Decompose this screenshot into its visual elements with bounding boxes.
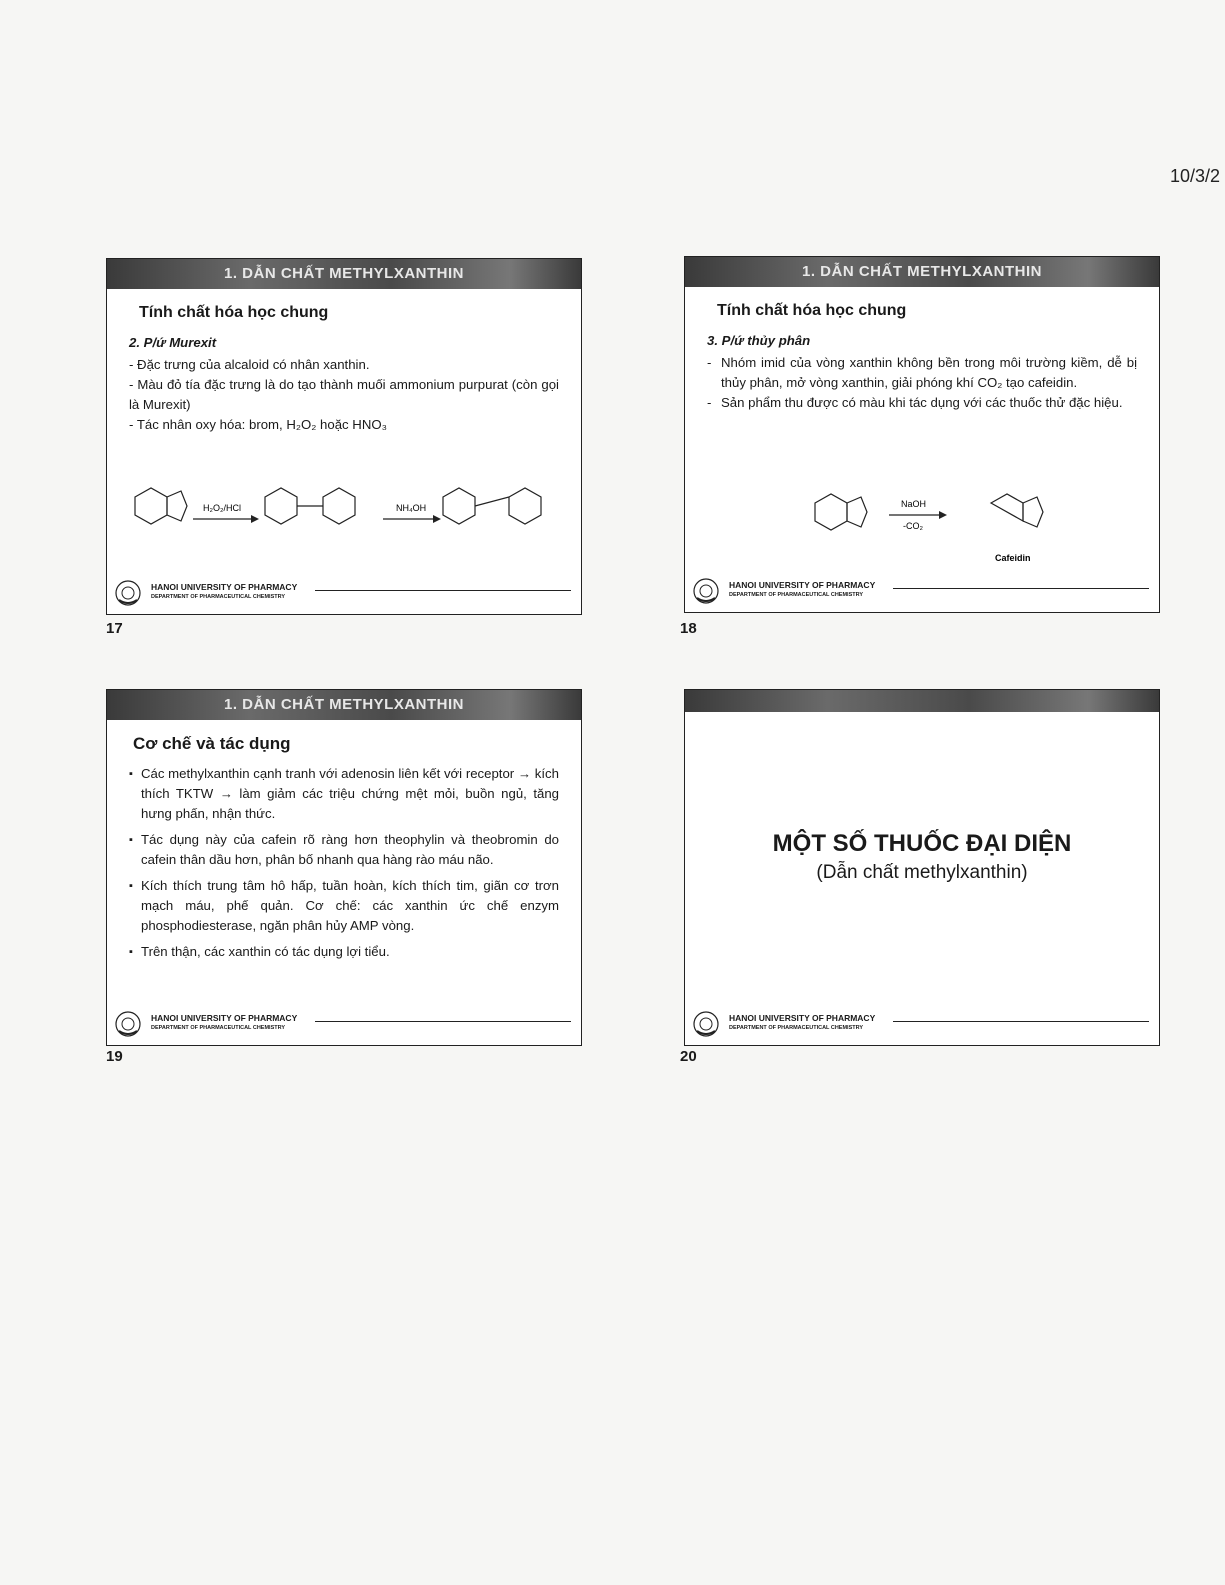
university-name: HANOI UNIVERSITY OF PHARMACY bbox=[729, 1013, 876, 1023]
text-line: - Màu đỏ tía đặc trưng là do tạo thành muối ammonium purpurat (còn gọi là Murexit) bbox=[129, 377, 559, 412]
slide-20 bbox=[684, 689, 1160, 1046]
page-number: 18 bbox=[680, 620, 697, 637]
university-name: HANOI UNIVERSITY OF PHARMACY bbox=[729, 580, 876, 590]
reagent-label: -CO₂ bbox=[903, 521, 923, 531]
department-name: DEPARTMENT OF PHARMACEUTICAL CHEMISTRY bbox=[151, 1025, 286, 1031]
bullet-item: ▪ Kích thích trung tâm hô hấp, tuần hoàn, kích thích tim, giãn cơ trơn mạch máu, phế quản. Cơ chế: các xanthin ức chế enzym phosphodiesterase, ngăn phân hủy AMP vòng. bbox=[141, 876, 559, 936]
slide-18 bbox=[684, 256, 1160, 613]
university-logo-icon bbox=[693, 578, 719, 604]
bullet-item: - Sản phẩm thu được có màu khi tác dụng với các thuốc thử đặc hiệu. bbox=[721, 393, 1137, 413]
university-name: HANOI UNIVERSITY OF PHARMACY bbox=[151, 1013, 298, 1023]
slide-subtitle: (Dẫn chất methylxanthin) bbox=[816, 862, 1028, 883]
slide-header bbox=[685, 690, 1159, 712]
page-number: 20 bbox=[680, 1048, 697, 1065]
page-number: 17 bbox=[106, 620, 123, 637]
slide-title: Tính chất hóa học chung bbox=[139, 304, 329, 321]
slide-title: Tính chất hóa học chung bbox=[717, 302, 907, 319]
text-line: - Đặc trưng của alcaloid có nhân xanthin. bbox=[129, 357, 370, 372]
university-logo-icon bbox=[115, 1011, 141, 1037]
slide-title: Cơ chế và tác dụng bbox=[133, 734, 291, 753]
slide-subtitle: 2. P/ứ Murexit bbox=[129, 335, 217, 350]
reagent-label: H₂O₂/HCl bbox=[203, 503, 241, 513]
slide-footer bbox=[693, 578, 1149, 604]
bullet-item: ▪ Trên thận, các xanthin có tác dụng lợi tiểu. bbox=[141, 942, 559, 962]
slide-header: 1. DẪN CHẤT METHYLXANTHIN bbox=[107, 690, 581, 720]
bullet-item: ▪ Tác dụng này của cafein rõ ràng hơn theophylin và theobromin do cafein thân dầu hơn, phân bố nhanh qua hàng rào máu não. bbox=[141, 830, 559, 870]
page-number: 19 bbox=[106, 1048, 123, 1065]
slide-19 bbox=[106, 689, 582, 1046]
product-label: Cafeidin bbox=[995, 553, 1031, 563]
slide-footer bbox=[693, 1011, 1149, 1037]
slide-17 bbox=[106, 258, 582, 615]
slide-footer bbox=[115, 580, 571, 606]
reagent-label: NH₄OH bbox=[396, 503, 427, 513]
department-name: DEPARTMENT OF PHARMACEUTICAL CHEMISTRY bbox=[151, 594, 286, 600]
text-line: - Tác nhân oxy hóa: brom, H₂O₂ hoặc HNO₃ bbox=[129, 417, 387, 432]
bullet-item: ▪ Các methylxanthin cạnh tranh với adenosin liên kết với receptor → kích thích TKTW → làm giảm các triệu chứng mệt mỏi, buồn ngủ, tăng hưng phấn, nhận thức. bbox=[141, 764, 559, 824]
university-logo-icon bbox=[115, 580, 141, 606]
murexide-reaction-diagram bbox=[113, 467, 573, 557]
page-date: 10/3/2 bbox=[1170, 166, 1221, 186]
bullet-item: - Nhóm imid của vòng xanthin không bền trong môi trường kiềm, dễ bị thủy phân, mở vòng xanthin, giải phóng khí CO₂ tạo cafeidin. bbox=[721, 353, 1137, 393]
university-logo-icon bbox=[693, 1011, 719, 1037]
slide-header: 1. DẪN CHẤT METHYLXANTHIN bbox=[685, 257, 1159, 287]
hydrolysis-reaction-diagram bbox=[785, 475, 1085, 567]
reagent-label: NaOH bbox=[901, 499, 927, 509]
slide-header: 1. DẪN CHẤT METHYLXANTHIN bbox=[107, 259, 581, 289]
university-name: HANOI UNIVERSITY OF PHARMACY bbox=[151, 582, 298, 592]
department-name: DEPARTMENT OF PHARMACEUTICAL CHEMISTRY bbox=[729, 592, 864, 598]
department-name: DEPARTMENT OF PHARMACEUTICAL CHEMISTRY bbox=[729, 1025, 864, 1031]
slide-title: MỘT SỐ THUỐC ĐẠI DIỆN bbox=[772, 830, 1072, 857]
slide-subtitle: 3. P/ứ thủy phân bbox=[707, 333, 811, 348]
slide-footer bbox=[115, 1011, 571, 1037]
